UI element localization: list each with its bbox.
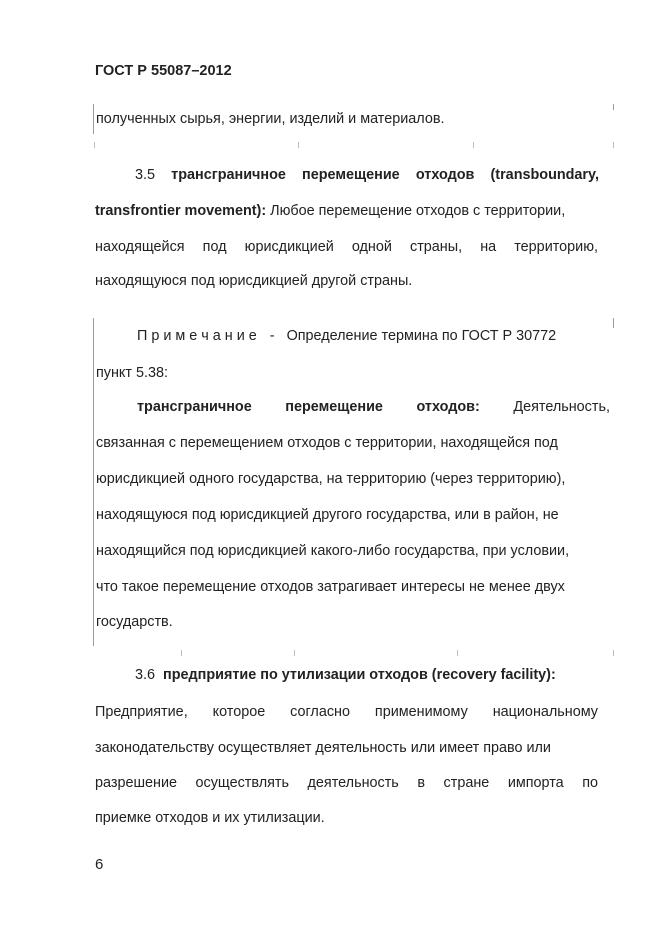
- section-3-6-line3: законодательству осуществляет деятельность или имеет право или: [95, 740, 551, 756]
- note-line: находящуюся под юрисдикцией другого государства, или в район, не: [96, 507, 559, 523]
- note-frame-right: [613, 318, 614, 328]
- term: предприятие по утилизации отходов (recovery facility):: [163, 667, 556, 683]
- frame-tick: [613, 650, 614, 656]
- note-frame-left: [93, 318, 94, 646]
- section-3-5-line3: находящейся под юрисдикцией одной страны, на территорию,: [95, 239, 598, 255]
- note-heading-line: [137, 327, 556, 345]
- term-continuation: transfrontier movement):: [95, 203, 267, 219]
- frame-tick: [457, 650, 458, 656]
- section-number: 3.5: [135, 167, 156, 183]
- note-line: связанная с перемещением отходов с территории, находящейся под: [96, 435, 558, 451]
- frame-right-top: [613, 104, 614, 110]
- term-word: отходов: [415, 167, 475, 183]
- frame-tick: [294, 650, 295, 656]
- note-reference: Определение термина по ГОСТ Р 30772: [286, 328, 557, 344]
- note-line: что такое перемещение отходов затрагивает интересы не менее двух: [96, 579, 565, 595]
- section-3-6-line1: [135, 666, 556, 684]
- frame-tick: [298, 142, 299, 148]
- section-3-5-line1: [135, 166, 599, 184]
- definition-text: Любое перемещение отходов с территории,: [270, 203, 566, 219]
- section-3-6-line5: приемке отходов и их утилизации.: [95, 810, 325, 826]
- section-3-5-line2: [95, 202, 565, 220]
- term-word: трансграничное: [171, 167, 286, 183]
- frame-tick: [613, 142, 614, 148]
- section-number: 3.6: [135, 667, 156, 683]
- note-line: юрисдикцией одного государства, на территорию (через территорию),: [96, 471, 566, 487]
- term-word: перемещение: [285, 399, 383, 415]
- frame-tick: [181, 650, 182, 656]
- note-term-line: [137, 398, 610, 416]
- section-3-6-line4: разрешение осуществлять деятельность в стране импорта по: [95, 775, 598, 791]
- definition-text: Деятельность,: [513, 399, 610, 415]
- frame-tick: [473, 142, 474, 148]
- note-label: П р и м е ч а н и е: [137, 328, 257, 344]
- note-dash: -: [269, 328, 275, 344]
- term-word: отходов:: [416, 399, 480, 415]
- frame-tick: [94, 142, 95, 148]
- note-line: находящийся под юрисдикцией какого-либо государства, при условии,: [96, 543, 570, 559]
- document-header: ГОСТ Р 55087–2012: [95, 63, 232, 79]
- note-line: государств.: [96, 614, 173, 630]
- section-3-5-line4: находящуюся под юрисдикцией другой страны.: [95, 273, 413, 289]
- page-number: 6: [95, 856, 104, 873]
- frame-left-top: [93, 104, 94, 134]
- term-word: перемещение: [302, 167, 400, 183]
- term-word: (transboundary,: [490, 167, 599, 183]
- term-word: трансграничное: [137, 399, 252, 415]
- note-reference-tail: пункт 5.38:: [96, 365, 168, 381]
- section-3-6-line2: Предприятие, которое согласно применимому национальному: [95, 704, 598, 720]
- top-fragment-text: полученных сырья, энергии, изделий и материалов.: [96, 111, 445, 127]
